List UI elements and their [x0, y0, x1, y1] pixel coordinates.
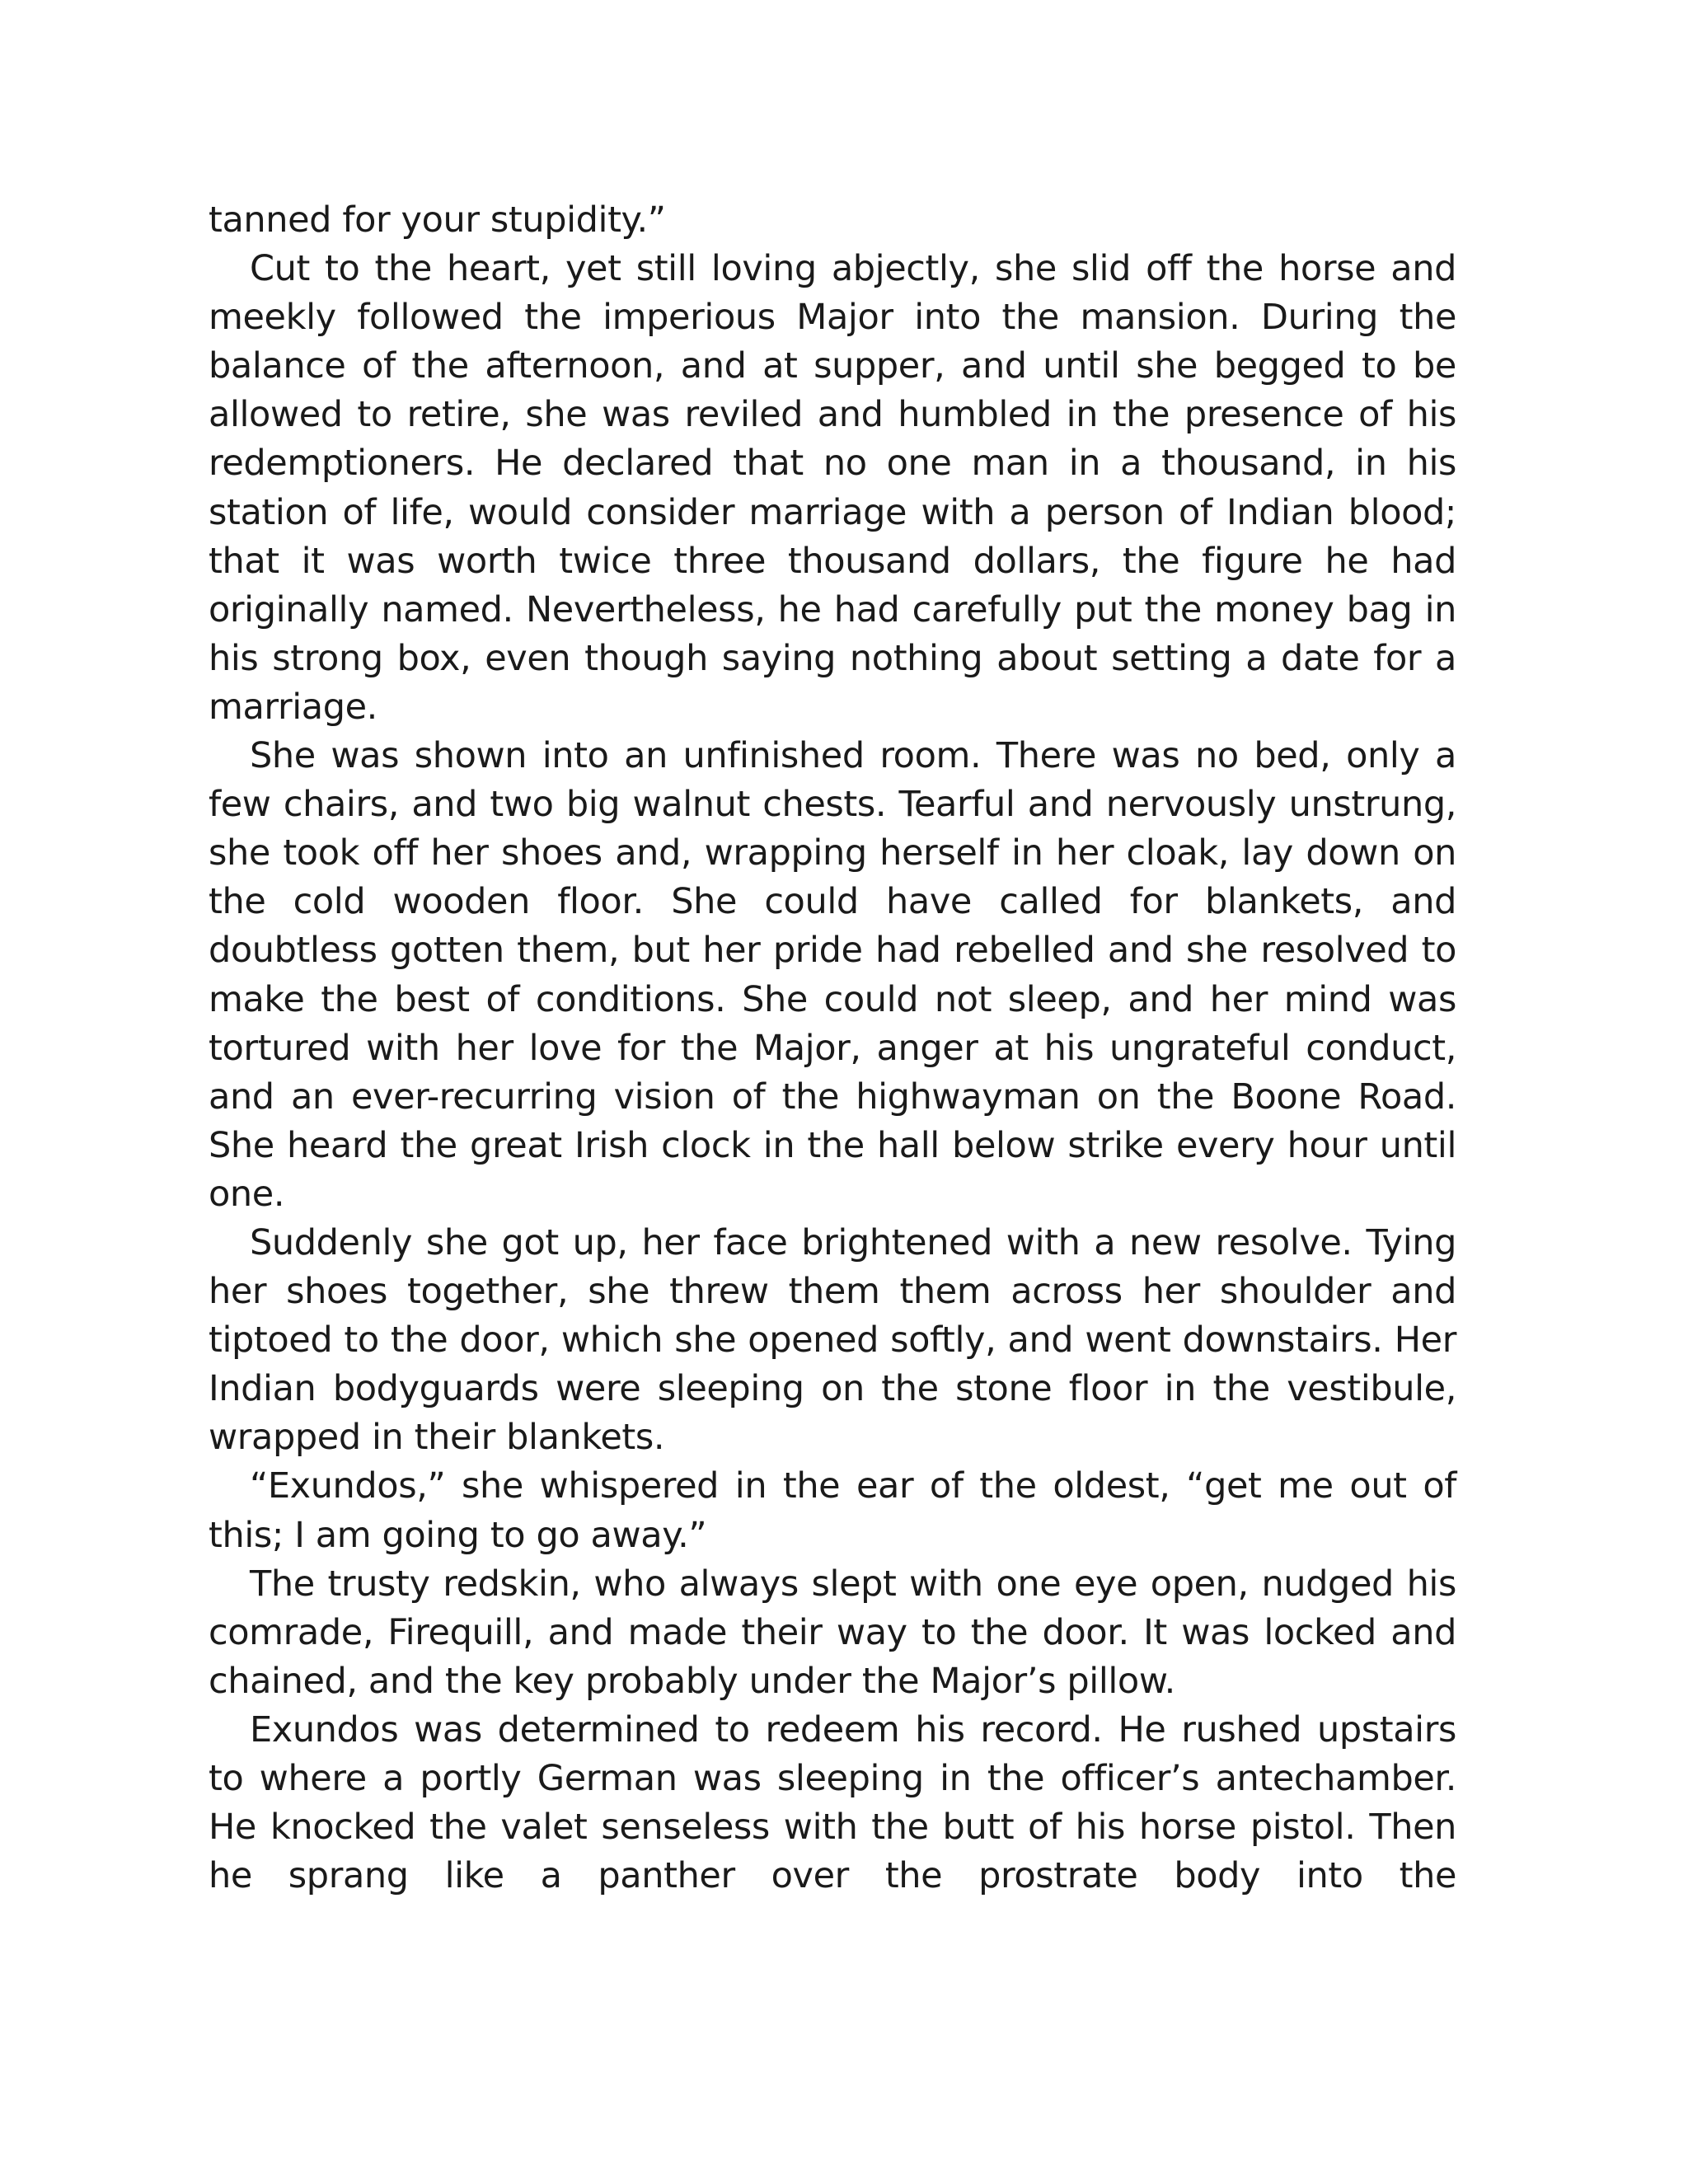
- paragraph: The trusty redskin, who always slept with one eye open, nudged his comrade, Firequill, and made their way to the door. It was locked and chained, and the key probably under the Major’s pillow.: [209, 1563, 1456, 1702]
- book-page: [209, 196, 1456, 1900]
- paragraph-last: Exundos was determined to redeem his record. He rushed upstairs to where a portly German was sleeping in the officer’s antechamber. He knocked the valet senseless with the butt of his horse pistol. Then he sprang like a panther over the prostrate body into the: [209, 1708, 1456, 1897]
- paragraph: She was shown into an unfinished room. There was no bed, only a few chairs, and two big walnut chests. Tearful and nervously unstrung, she took off her shoes and, wrapping herself in her cloak, lay down on the cold wooden floor. She could have called for blankets, and doubtless gotten them, but her pride had rebelled and she resolved to make the best of conditions. She could not sleep, and her mind was tortured with her love for the Major, anger at his ungrateful conduct, and an ever-recurring vision of the highwayman on the Boone Road. She heard the great Irish clock in the hall below strike every hour until one.: [209, 735, 1456, 1215]
- paragraph: “Exundos,” she whispered in the ear of the oldest, “get me out of this; I am going to go away.”: [209, 1465, 1456, 1556]
- paragraph-continued: tanned for your stupidity.”: [209, 199, 666, 241]
- paragraph: Cut to the heart, yet still loving abjectly, she slid off the horse and meekly followed the imperious Major into the mansion. During the balance of the afternoon, and at supper, and until she begged to be allowed to retire, she was reviled and humbled in the presence of his redemptioners. He declared that no one man in a thousand, in his station of life, would consider marriage with a person of Indian blood; that it was worth twice three thousand dollars, the figure he had originally named. Nevertheless, he had carefully put the money bag in his strong box, even though saying nothing about setting a date for a marriage.: [209, 248, 1456, 728]
- paragraph: Suddenly she got up, her face brightened with a new resolve. Tying her shoes together, she threw them them across her shoulder and tiptoed to the door, which she opened softly, and went downstairs. Her Indian bodyguards were sleeping on the stone floor in the vestibule, wrapped in their blankets.: [209, 1221, 1456, 1459]
